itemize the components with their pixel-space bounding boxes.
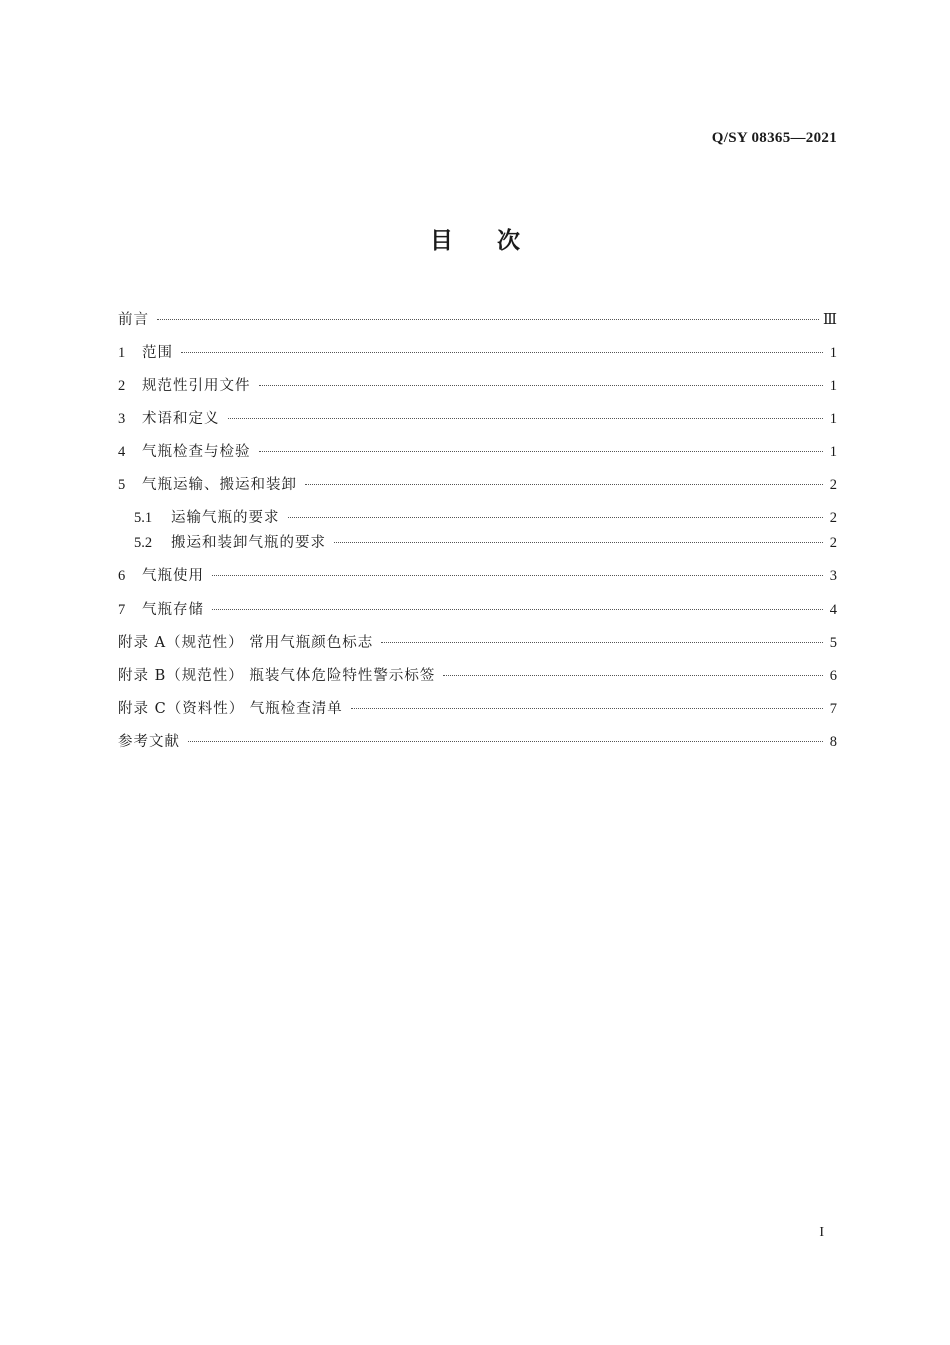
toc-entry-page: 1 [829, 444, 837, 460]
toc-entry-label: 范围 [142, 345, 173, 361]
toc-entry-page: 4 [829, 602, 837, 618]
dot-leader [305, 484, 823, 485]
toc-entry-page: 2 [829, 535, 837, 551]
toc-entry-label: 气瓶运输、搬运和装卸 [142, 477, 297, 493]
toc-entry-label: 前言 [118, 312, 149, 328]
dot-leader [228, 418, 824, 419]
toc-entry-page: 2 [829, 477, 837, 493]
toc-entry-label: 搬运和装卸气瓶的要求 [171, 535, 326, 551]
toc-entry-page: 7 [829, 701, 837, 717]
toc-entry-label: 参考文献 [118, 734, 180, 750]
toc-entry-usage[interactable] [118, 564, 837, 588]
dot-leader [181, 352, 823, 353]
toc-entry-page: 1 [829, 378, 837, 394]
toc-entry-number: 4 [118, 444, 126, 460]
toc-entry-label: 气瓶存储 [142, 602, 204, 618]
toc-entry-page: 3 [829, 568, 837, 584]
toc-entry-number: 3 [118, 411, 126, 427]
toc-entry-label: 气瓶使用 [142, 568, 204, 584]
toc-entry-transport[interactable] [118, 473, 837, 497]
dot-leader [259, 385, 824, 386]
toc-title: 目次 [430, 228, 564, 254]
toc-entry-foreword[interactable] [118, 308, 837, 332]
page-number: I [819, 1225, 824, 1240]
dot-leader [351, 708, 823, 709]
toc-entry-label: 附录 A（规范性） 常用气瓶颜色标志 [118, 635, 374, 651]
toc-entry-transport-requirements[interactable] [134, 506, 837, 530]
toc-entry-number: 5.2 [134, 535, 153, 551]
dot-leader [259, 451, 824, 452]
toc-entry-label: 运输气瓶的要求 [171, 510, 280, 526]
dot-leader [381, 642, 823, 643]
toc-entry-bibliography[interactable] [118, 730, 837, 754]
toc-entry-normative-references[interactable] [118, 374, 837, 398]
toc-entry-label: 气瓶检查与检验 [142, 444, 251, 460]
toc-entry-number: 6 [118, 568, 126, 584]
dot-leader [443, 675, 823, 676]
dot-leader [188, 741, 823, 742]
toc-entry-appendix-b[interactable] [118, 664, 837, 688]
toc-entry-appendix-c[interactable] [118, 697, 837, 721]
toc-entry-number: 1 [118, 345, 126, 361]
toc-entry-number: 2 [118, 378, 126, 394]
document-code: Q/SY 08365—2021 [711, 130, 837, 146]
toc-entry-page: 2 [829, 510, 837, 526]
toc-entry-label: 术语和定义 [142, 411, 220, 427]
toc-entry-label: 附录 C（资料性） 气瓶检查清单 [118, 701, 343, 717]
toc-entry-label: 规范性引用文件 [142, 378, 251, 394]
dot-leader [157, 319, 819, 320]
toc-entry-appendix-a[interactable] [118, 631, 837, 655]
dot-leader [288, 517, 824, 518]
dot-leader [334, 542, 823, 543]
toc-entry-storage[interactable] [118, 598, 837, 622]
toc-entry-page: 1 [829, 345, 837, 361]
toc-entry-terms-definitions[interactable] [118, 407, 837, 431]
toc-entry-page: 6 [829, 668, 837, 684]
toc-entry-number: 5 [118, 477, 126, 493]
toc-entry-number: 7 [118, 602, 126, 618]
toc-entry-page: Ⅲ [823, 312, 837, 328]
toc-entry-page: 1 [829, 411, 837, 427]
dot-leader [212, 575, 823, 576]
toc-entry-page: 8 [829, 734, 837, 750]
toc-entry-scope[interactable] [118, 341, 837, 365]
dot-leader [212, 609, 823, 610]
toc-entry-inspection[interactable] [118, 440, 837, 464]
toc-entry-handling-requirements[interactable] [134, 531, 837, 555]
toc-entry-number: 5.1 [134, 510, 153, 526]
toc-entry-label: 附录 B（规范性） 瓶装气体危险特性警示标签 [118, 668, 436, 684]
toc-entry-page: 5 [829, 635, 837, 651]
